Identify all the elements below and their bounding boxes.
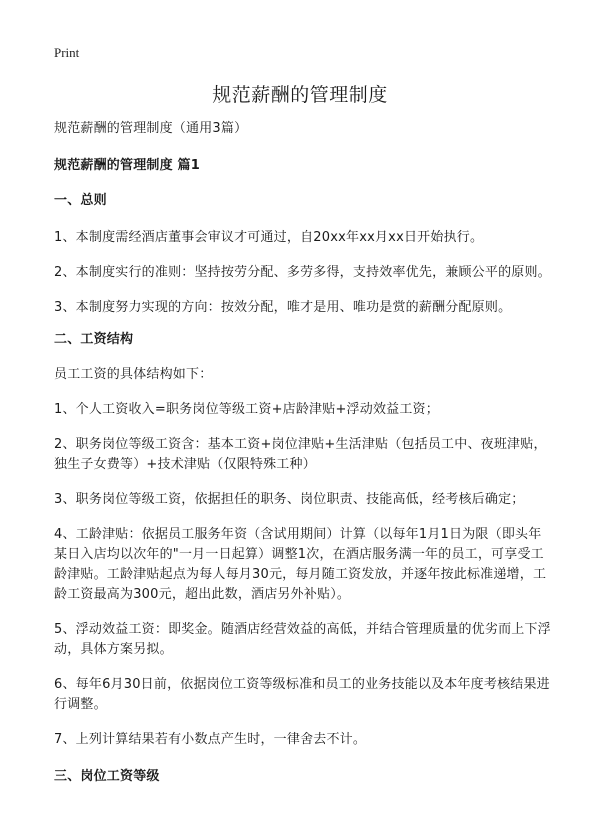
salary-item-2: 2、职务岗位等级工资含：基本工资+岗位津贴+生活津贴（包括员工中、夜班津贴，独生子女费等）+技术津贴（仅限特殊工种） [54, 437, 547, 472]
general-item-3: 3、本制度努力实现的方向：按效分配，唯才是用、唯功是赏的薪酬分配原则。 [54, 300, 512, 315]
print-label: Print [54, 45, 80, 60]
section-heading-position-grade: 三、岗位工资等级 [54, 769, 160, 784]
section-heading-salary-structure: 二、工资结构 [54, 332, 134, 347]
salary-item-3: 3、职务岗位等级工资，依据担任的职务、岗位职责、技能高低，经考核后确定； [54, 492, 525, 507]
salary-item-7: 7、上列计算结果若有小数点产生时，一律舍去不计。 [54, 732, 367, 747]
part-heading: 规范薪酬的管理制度 篇1 [54, 158, 200, 173]
general-item-2: 2、本制度实行的准则：坚持按劳分配、多劳多得，支持效率优先，兼顾公平的原则。 [54, 265, 551, 280]
document-body [54, 119, 554, 787]
section-heading-general: 一、总则 [54, 193, 107, 208]
document-subtitle: 规范薪酬的管理制度（通用3篇） [54, 121, 248, 136]
salary-item-6: 6、每年6月30日前，依据岗位工资等级标准和员工的业务技能以及本年度考核结果进行调整。 [54, 677, 550, 712]
salary-item-4: 4、工龄津贴：依据员工服务年资（含试用期间）计算（以每年1月1日为限（即头年某日入店均以次年的"一月一日起算）调整1次，在酒店服务满一年的员工，可享受工龄津贴。工龄津贴起点为每人每月30元，每月随工资发放，并逐年按此标准递增，工龄工资最高为300元，超出此数，酒店另外补贴）。 [54, 527, 547, 602]
document-title: 规范薪酬的管理制度 [212, 84, 388, 106]
general-item-1: 1、本制度需经酒店董事会审议才可通过，自20xx年xx月xx日开始执行。 [54, 230, 484, 245]
salary-item-1: 1、个人工资收入=职务岗位等级工资+店龄津贴+浮动效益工资； [54, 402, 439, 417]
salary-item-5: 5、浮动效益工资：即奖金。随酒店经营效益的高低，并结合管理质量的优劣而上下浮动，具体方案另拟。 [54, 622, 551, 657]
salary-structure-intro: 员工工资的具体结构如下： [54, 367, 213, 382]
